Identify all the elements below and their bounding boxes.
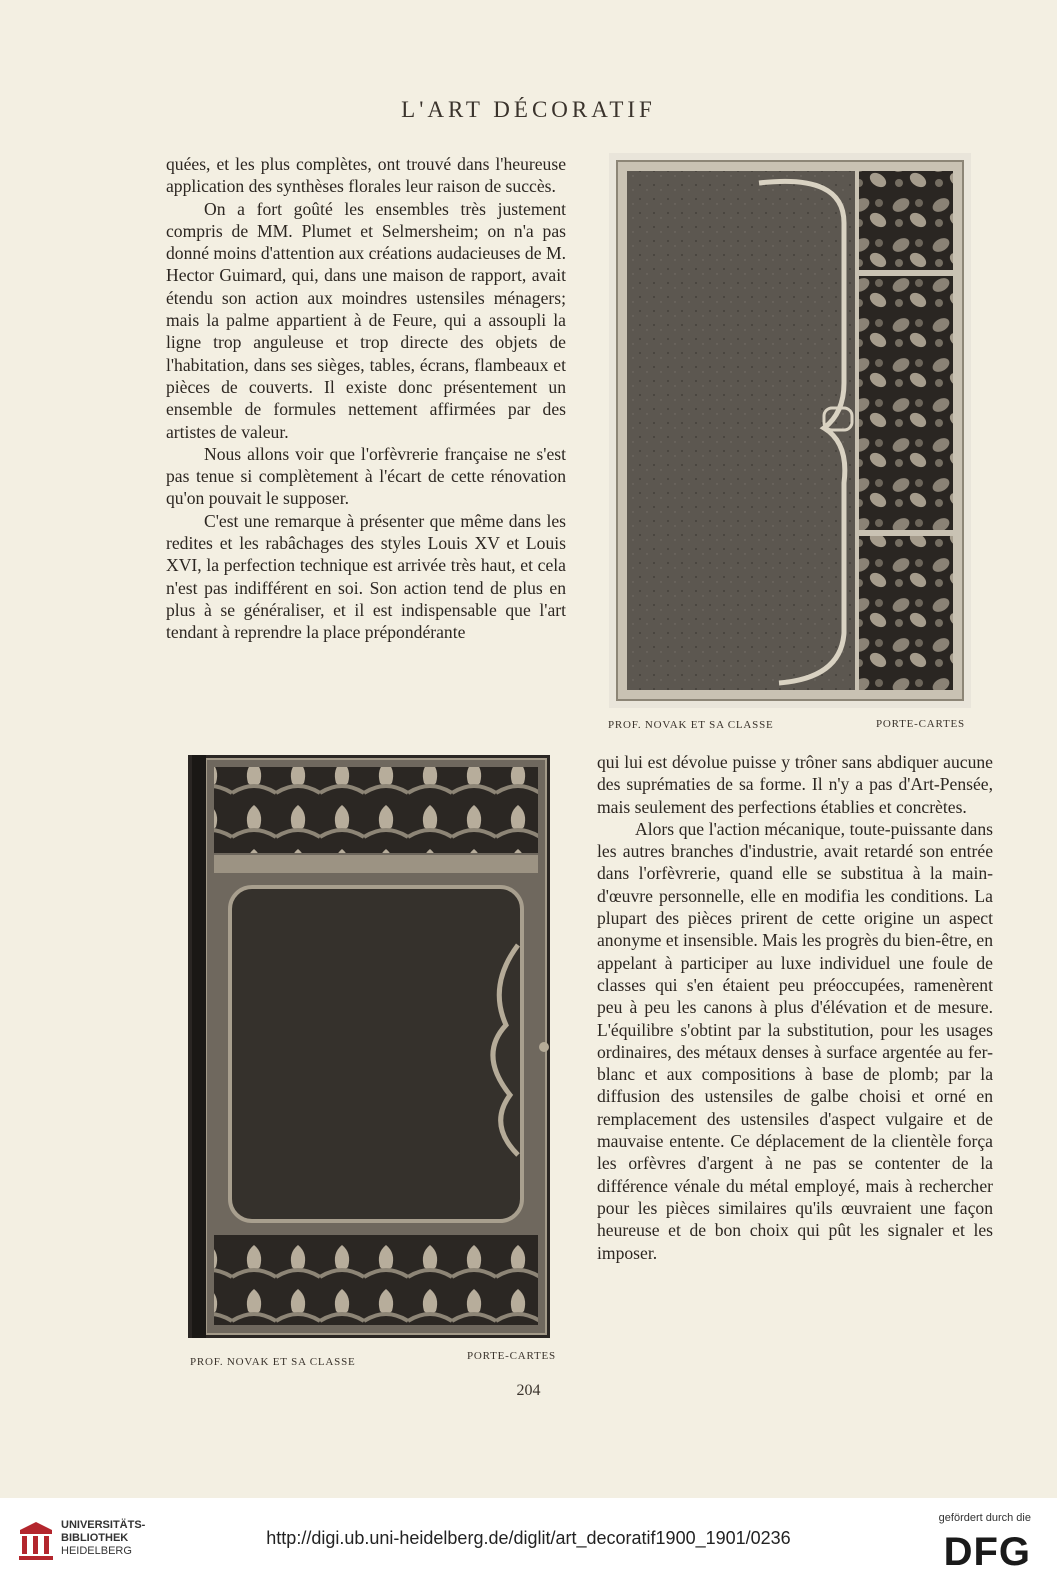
left-text-column [166, 153, 566, 644]
page-number: 204 [516, 1382, 541, 1399]
library-name-line: UNIVERSITÄTS- [61, 1519, 146, 1531]
running-head: L'ART DÉCORATIF [401, 97, 656, 122]
paragraph: Alors que l'action mécanique, toute-puissante dans les autres branches d'industrie, avait retardé son entrée dans l'orfèvrerie, quand elle se substitua à la main-d'œuvre personnelle, elle en modifia les conditions. La plupart des pièces prirent de cette origine un aspect anonyme et insensible. Mais les progrès du bien-être, en appelant à participer au luxe individuel une foule de classes qui s'en étaient peu préoccupées, ramenèrent peu à peu les canons à plus d'élévation et de mesure. L'équilibre s'obtint par la substitution, pour les usages ordinaires, des métaux denses à surface argentée au fer-blanc et aux compositions à base de plomb; par la diffusion des ustensiles de galbe choisi et orné en remplacement des ustensiles d'aspect vulgaire et de mauvaise entente. Ce déplacement de la clientèle força les orfèvres d'argent à ne pas se contenter de la différence vénale du métal employé, mais à rechercher pour les pièces similaires qu'ils œuvraient une façon heureuse et de bon choix qui pût les signaler et les imposer. [597, 818, 993, 1263]
caption-top-author: PROF. NOVAK ET SA CLASSE [608, 719, 774, 731]
caption-bottom-author: PROF. NOVAK ET SA CLASSE [190, 1356, 356, 1368]
paragraph: C'est une remarque à présenter que même dans les redites et les rabâchages des styles Louis XV et Louis XVI, la perfection technique est arrivée très haut, et cela n'est pas indifférent en soi. Son action tend de plus en plus à se généraliser, et il est indispensable que l'art tendant à reprendre la place prépondérante [166, 510, 566, 643]
card-case-illustration [609, 153, 971, 708]
paragraph: qui lui est dévolue puisse y trôner sans abdiquer aucune des suprématies de sa forme. Il n'y a pas d'Art-Pensée, mais seulement des perfections établies et concrètes. [597, 752, 993, 817]
digitization-footer [0, 1498, 1057, 1584]
caption-bottom-title: PORTE-CARTES [467, 1350, 556, 1362]
dfg-logo: DFG [943, 1530, 1031, 1574]
library-name-line: BIBLIOTHEK [61, 1532, 129, 1544]
card-case-photo-top [609, 153, 971, 708]
card-case-photo-bottom [188, 755, 550, 1338]
right-text-column [597, 751, 993, 1264]
caption-top-title: PORTE-CARTES [876, 718, 965, 730]
paragraph: On a fort goûté les ensembles très justement compris de MM. Plumet et Selmersheim; on n'a pas donné moins d'attention aux créations audacieuses de M. Hector Guimard, qui, dans une maison de rapport, avait étendu son action aux moindres ustensiles ménagers; mais la palme appartient à de Feure, qui a assoupli la ligne trop anguleuse et trop directe des objets de l'habitation, dans ses sièges, tables, écrans, flambeaux et pièces de couverts. Il existe donc présentement un ensemble de formules nettement affirmées par des artistes de valeur. [166, 198, 566, 442]
library-name-line: HEIDELBERG [61, 1545, 132, 1557]
funding-label: gefördert durch die [938, 1512, 1031, 1524]
card-case-tulip-illustration [188, 755, 550, 1338]
paragraph: quées, et les plus complètes, ont trouvé dans l'heureuse application des synthèses florales leur raison de succès. [166, 154, 566, 197]
permalink-url[interactable]: http://digi.ub.uni-heidelberg.de/diglit/art_decoratif1900_1901/0236 [266, 1528, 791, 1548]
paragraph: Nous allons voir que l'orfèvrerie française ne s'est pas tenue si complètement à l'écart de cette rénovation qu'on pouvait le supposer. [166, 443, 566, 509]
